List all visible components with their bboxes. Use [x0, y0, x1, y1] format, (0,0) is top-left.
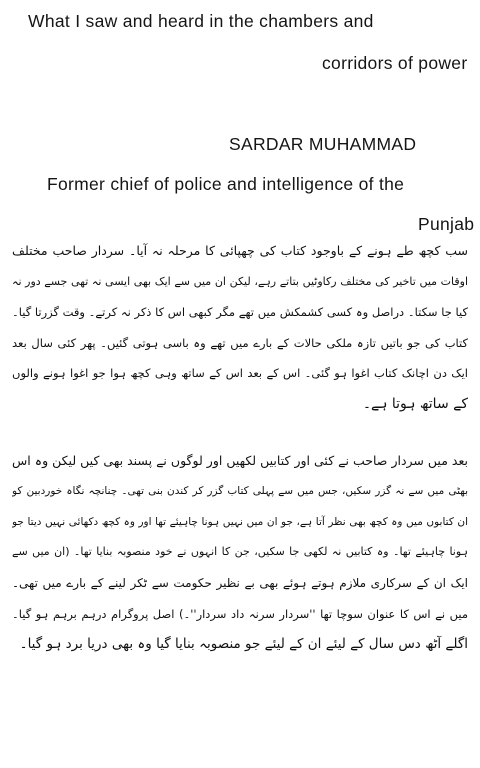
- author-name: SARDAR MUHAMMAD: [229, 134, 417, 154]
- title-line-2: corridors of power: [322, 53, 468, 73]
- paragraph-1-line-5: ایک دن اچانک کتاب اغوا ہو گئی۔ اس کے بعد اس کے ساتھ وہی کچھ ہوا جو اغوا ہونے والوں: [12, 366, 468, 381]
- urdu-body-text: [12, 236, 468, 660]
- paragraph-2: [12, 446, 468, 660]
- paragraph-1-line-4: کتاب کی جو باتیں تازہ ملکی حالات کے بارے میں تھے وہ باسی ہوتی گئیں۔ پھر کئی سال بعد: [12, 335, 468, 350]
- title-line-1: What I saw and heard in the chambers and: [28, 11, 374, 31]
- paragraph-2-line-5: ایک ان کے سرکاری ملازم ہوتے ہوئے بھی بے نظیر حکومت سے ٹکر لینے کے بارے میں تھی۔: [12, 575, 468, 590]
- subtitle-line-1: Former chief of police and intelligence of the: [47, 174, 405, 194]
- paragraph-2-line-3: ان کتابوں میں وہ کچھ بھی نظر آتا ہے، جو ان میں نہیں ہونا چاہیئے تھا اور وہ کچھ دکھائی نہیں دیتا جو: [12, 515, 468, 528]
- paragraph-2-line-6: میں نے اس کا عنوان سوچا تھا ''سردار سرنہ داد سردار''۔) اصل پروگرام درہم برہم ہو گیا۔: [12, 606, 468, 621]
- paragraph-1-line-3: کیا جا سکتا۔ دراصل وہ کسی کشمکش میں تھے مگر کبھی اس کا ذکر نہ کرتے۔ وقت گزرتا گیا۔: [12, 305, 468, 320]
- paragraph-1: [12, 236, 468, 420]
- paragraph-gap: [12, 420, 468, 446]
- paragraph-1-line-1: سب کچھ طے ہونے کے باوجود کتاب کی چھپائی کا مرحلہ نہ آیا۔ سردار صاحب مختلف: [12, 243, 468, 258]
- paragraph-1-line-6: کے ساتھ ہوتا ہے۔: [362, 395, 468, 412]
- paragraph-2-line-4: ہونا چاہیئے تھا۔ وہ کتابیں نہ لکھی جا سکیں، جن کا انہوں نے خود منصوبہ بنایا تھا۔ (ان میں سے: [12, 545, 468, 559]
- paragraph-1-line-2: اوقات میں تاخیر کی مختلف رکاوٹیں بتاتے رہے، لیکن ان میں سے ایک بھی ایسی نہ تھی جسے دور نہ: [12, 274, 468, 288]
- subtitle-line-2: Punjab: [418, 214, 475, 234]
- paragraph-2-line-1: بعد میں سردار صاحب نے کئی اور کتابیں لکھیں اور لوگوں نے پسند بھی کیں لیکن وہ اس: [12, 452, 468, 468]
- paragraph-2-line-7: اگلے آٹھ دس سال کے لیئے ان کے لیئے جو منصوبہ بنایا گیا وہ بھی دریا برد ہو گیا۔: [19, 636, 468, 653]
- paragraph-2-line-2: بھٹی میں سے نہ گزر سکیں، جس میں سے پہلی کتاب گزر کر کندن بنی تھی۔ چنانچہ نگاہ خوردبین کو: [12, 485, 468, 498]
